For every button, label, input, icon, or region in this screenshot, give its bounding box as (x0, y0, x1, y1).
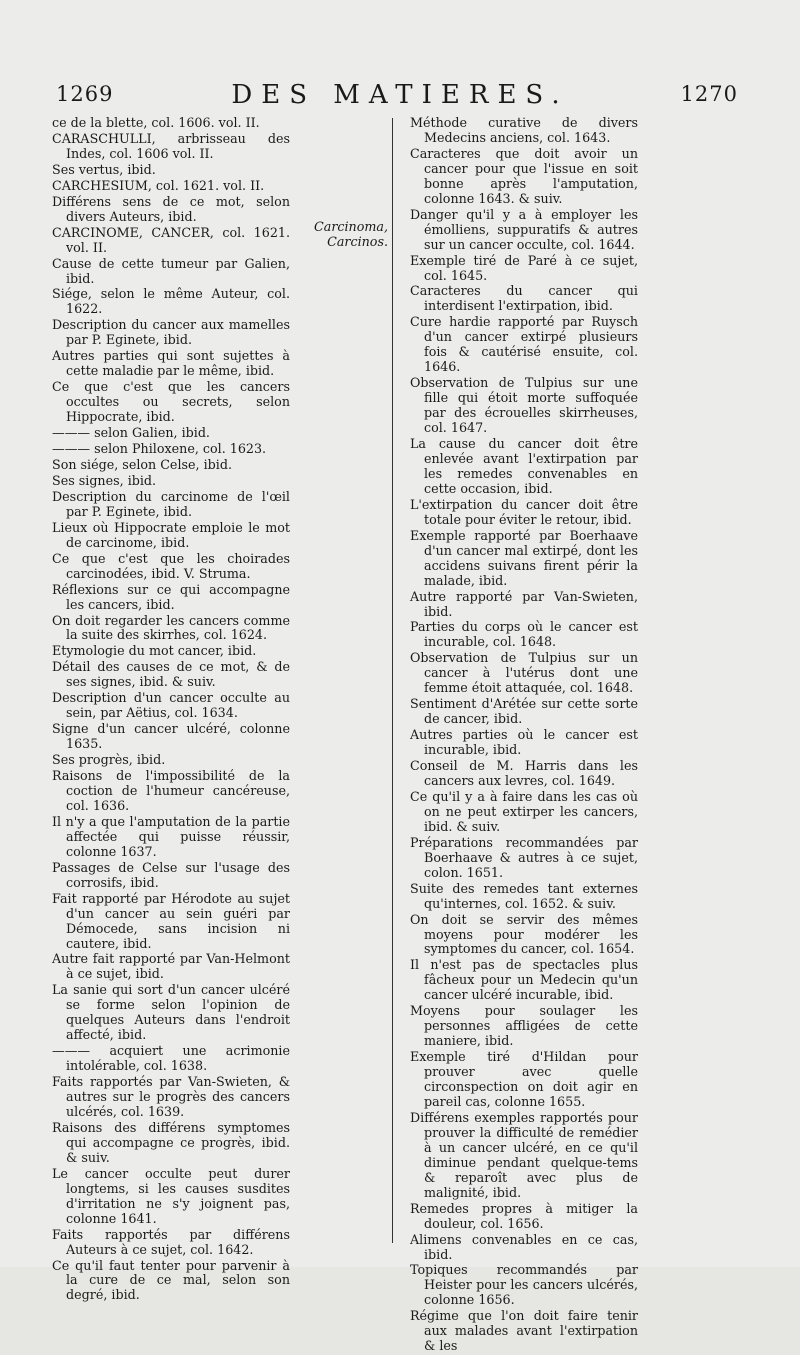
index-entry: Détail des causes de ce mot, & de ses signes, ibid. & suiv. (52, 659, 290, 690)
index-entry: CARASCHULLI, arbrisseau des Indes, col. 1606 vol. II. (52, 130, 290, 161)
index-entry: Caracteres du cancer qui interdisent l'extirpation, ibid. (410, 283, 638, 314)
index-entry: Caracteres que doit avoir un cancer pour que l'issue en soit bonne après l'amputation, colonne 1643. & suiv. (410, 145, 638, 206)
left-index-column (52, 116, 290, 1304)
index-entry: Il n'est pas de spectacles plus fâcheux pour un Medecin qu'un cancer ulcéré incurable, ibid. (410, 957, 638, 1003)
margin-note (288, 219, 388, 249)
index-entry: Différens exemples rapportés pour prouver la difficulté de remédier à un cancer ulcéré, en ce qu'il diminue pendant quelque-tems & reparoît avec plus de malignité, ibid. (410, 1109, 638, 1200)
index-entry: Description du cancer aux mamelles par P. Eginete, ibid. (52, 317, 290, 348)
index-entry: Exemple tiré de Paré à ce sujet, col. 1645. (410, 252, 638, 283)
page-header (0, 80, 800, 120)
index-entry: Alimens convenables en ce cas, ibid. (410, 1231, 638, 1262)
index-entry: Autres parties qui sont sujettes à cette maladie par le même, ibid. (52, 348, 290, 379)
index-entry: La cause du cancer doit être enlevée avant l'extirpation par les remedes convenables en cette occasion, ibid. (410, 436, 638, 496)
index-entry: CARCINOME, CANCER, col. 1621. vol. II. (52, 224, 290, 255)
index-entry: Signe d'un cancer ulcéré, colonne 1635. (52, 721, 290, 752)
index-entry: Ce que c'est que les choirades carcinodées, ibid. V. Struma. (52, 550, 290, 581)
index-entry: Observation de Tulpius sur une fille qui étoit morte suffoquée par des écrouelles skirrheuses, col. 1647. (410, 375, 638, 436)
index-entry: ——— selon Philoxene, col. 1623. (52, 441, 267, 457)
index-entry: Conseil de M. Harris dans les cancers aux levres, col. 1649. (410, 758, 638, 788)
index-entry: Observation de Tulpius sur un cancer à l'utérus dont une femme étoit attaquée, col. 1648. (410, 650, 638, 696)
index-entry: Raisons des différens symptomes qui accompagne ce progrès, ibid. & suiv. (52, 1119, 290, 1165)
index-entry: Autres parties où le cancer est incurable, ibid. (410, 727, 638, 758)
left-column-number: 1269 (56, 82, 114, 106)
index-entry: Cure hardie rapporté par Ruysch d'un cancer extirpé plusieurs fois & cautérisé ensuite, col. 1646. (410, 314, 638, 375)
index-entry: Description d'un cancer occulte au sein, par Aëtius, col. 1634. (52, 690, 290, 721)
index-entry: Faits rapportés par Van-Swieten, & autres sur le progrès des cancers ulcérés, col. 1639. (52, 1074, 290, 1119)
index-entry: Son siége, selon Celse, ibid. (52, 456, 232, 472)
index-entry: Faits rapportés par différens Auteurs à ce sujet, col. 1642. (52, 1226, 290, 1257)
index-entry: Etymologie du mot cancer, ibid. (52, 643, 257, 659)
index-entry: Ce qu'il faut tenter pour parvenir à la cure de ce mal, selon son degré, ibid. (52, 1257, 290, 1303)
index-entry: Autre rapporté par Van-Swieten, ibid. (410, 588, 638, 619)
index-entry: ——— acquiert une acrimonie intolérable, col. 1638. (52, 1043, 290, 1074)
index-entry: La sanie qui sort d'un cancer ulcéré se forme selon l'opinion de quelques Auteurs dans l'endroit affecté, ibid. (52, 982, 290, 1043)
index-entry: Différens sens de ce mot, selon divers Auteurs, ibid. (52, 193, 290, 224)
index-entry: Ce qu'il y a à faire dans les cas où on ne peut extirper les cancers, ibid. & suiv. (410, 788, 638, 834)
index-entry: Suite des remedes tant externes qu'internes, col. 1652. & suiv. (410, 880, 638, 911)
index-entry: Ses progrès, ibid. (52, 752, 166, 768)
index-entry: Ce que c'est que les cancers occultes ou secrets, selon Hippocrate, ibid. (52, 379, 290, 425)
index-entry: Exemple tiré d'Hildan pour prouver avec quelle circonspection on doit agir en pareil cas, colonne 1655. (410, 1049, 638, 1109)
index-entry: Parties du corps où le cancer est incurable, col. 1648. (410, 619, 638, 650)
margin-note-line: Carcinoma, (314, 219, 388, 234)
right-index-column (410, 116, 638, 1355)
right-column-number: 1270 (680, 82, 738, 106)
index-entry: Fait rapporté par Hérodote au sujet d'un cancer au sein guéri par Démocede, sans incision ni cautere, ibid. (52, 890, 290, 951)
index-entry: Danger qu'il y a à employer les émolliens, suppuratifs & autres sur un cancer occulte, col. 1644. (410, 206, 638, 252)
index-entry: Réflexions sur ce qui accompagne les cancers, ibid. (52, 581, 290, 612)
index-entry: Préparations recommandées par Boerhaave & autres à ce sujet, colon. 1651. (410, 834, 638, 880)
running-title: DES MATIERES. (231, 80, 569, 110)
index-entry: Méthode curative de divers Medecins anciens, col. 1643. (410, 115, 638, 145)
column-divider (392, 118, 393, 1243)
index-entry: ——— selon Galien, ibid. (52, 425, 210, 441)
index-entry: Ses vertus, ibid. (52, 161, 156, 177)
index-entry: Autre fait rapporté par Van-Helmont à ce sujet, ibid. (52, 951, 290, 982)
index-entry: Il n'y a que l'amputation de la partie affectée qui puisse réussir, colonne 1637. (52, 813, 290, 859)
index-entry: Raisons de l'impossibilité de la coction de l'humeur cancéreuse, col. 1636. (52, 768, 290, 813)
index-entry: On doit regarder les cancers comme la suite des skirrhes, col. 1624. (52, 612, 290, 643)
index-entry: L'extirpation du cancer doit être totale pour éviter le retour, ibid. (410, 496, 638, 527)
index-entry: Exemple rapporté par Boerhaave d'un cancer mal extirpé, dont les accidens suivans firent périr la malade, ibid. (410, 527, 638, 588)
index-entry: Remedes propres à mitiger la douleur, col. 1656. (410, 1200, 638, 1231)
index-entry: Le cancer occulte peut durer longtems, si les causes susdites d'irritation ne s'y joignent pas, colonne 1641. (52, 1165, 290, 1226)
index-entry: On doit se servir des mêmes moyens pour modérer les symptomes du cancer, col. 1654. (410, 911, 638, 957)
index-entry: Cause de cette tumeur par Galien, ibid. (52, 255, 290, 286)
index-entry: ce de la blette, col. 1606. vol. II. (52, 115, 260, 130)
index-entry: Sentiment d'Arétée sur cette sorte de cancer, ibid. (410, 696, 638, 727)
index-entry: Lieux où Hippocrate emploie le mot de carcinome, ibid. (52, 519, 290, 550)
index-entry: Ses signes, ibid. (52, 472, 157, 488)
index-entry: Siége, selon le même Auteur, col. 1622. (52, 286, 290, 317)
index-entry: Moyens pour soulager les personnes affligées de cette maniere, ibid. (410, 1003, 638, 1049)
margin-note-line: Carcinos. (327, 234, 388, 249)
index-entry: Passages de Celse sur l'usage des corrosifs, ibid. (52, 859, 290, 890)
index-entry: Topiques recommandés par Heister pour les cancers ulcérés, colonne 1656. (410, 1262, 638, 1308)
index-entry: Description du carcinome de l'œil par P. Eginete, ibid. (52, 488, 290, 519)
index-entry: CARCHESIUM, col. 1621. vol. II. (52, 177, 265, 193)
index-entry: Régime que l'on doit faire tenir aux malades avant l'extirpation & les (410, 1308, 638, 1354)
